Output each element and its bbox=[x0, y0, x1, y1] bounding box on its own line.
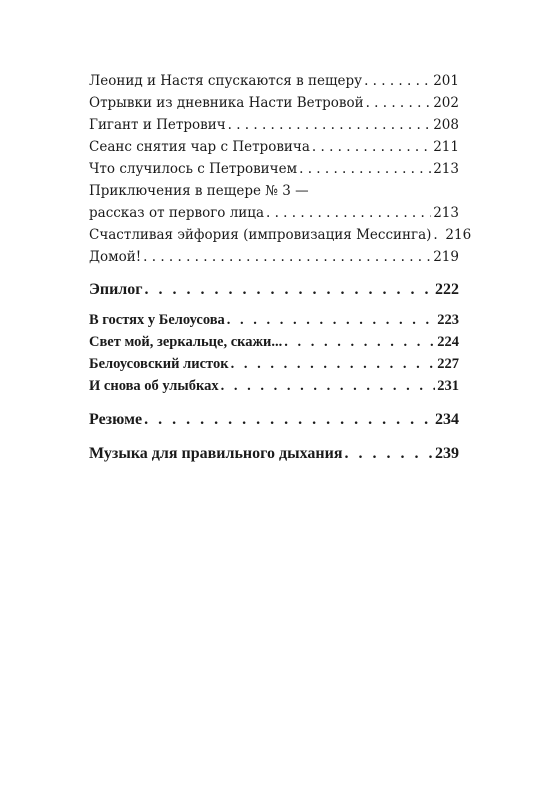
toc-entry[interactable] bbox=[89, 246, 459, 268]
dot-leader bbox=[366, 92, 432, 114]
toc-section-summary[interactable] bbox=[89, 409, 459, 431]
toc-entry-title: В гостях у Белоусова bbox=[89, 312, 225, 328]
toc-group-summary bbox=[89, 409, 459, 431]
dot-leader bbox=[266, 202, 431, 224]
toc-section-page: 234 bbox=[435, 411, 459, 428]
toc-entry[interactable] bbox=[89, 92, 459, 114]
toc-section-epilogue[interactable] bbox=[89, 279, 459, 301]
dot-leader bbox=[143, 246, 431, 268]
toc-group-epilogue bbox=[89, 279, 459, 301]
toc-entry-title: Леонид и Настя спускаются в пещеру bbox=[89, 73, 363, 89]
toc-entry-page: 202 bbox=[433, 95, 459, 111]
toc-entry-page: 213 bbox=[433, 161, 459, 177]
dot-leader bbox=[312, 136, 431, 158]
dot-leader bbox=[144, 409, 433, 431]
dot-leader bbox=[221, 375, 436, 397]
toc-entry[interactable] bbox=[89, 375, 459, 397]
toc-entry[interactable] bbox=[89, 309, 459, 331]
dot-leader bbox=[284, 331, 435, 353]
toc-entry-page: 208 bbox=[433, 117, 459, 133]
toc-entry[interactable] bbox=[89, 224, 472, 246]
toc-entry-page: 231 bbox=[437, 378, 459, 394]
toc-entry-page: 223 bbox=[437, 312, 459, 328]
toc-entry-title: И снова об улыбках bbox=[89, 378, 219, 394]
toc-entry-title: Домой! bbox=[89, 249, 142, 265]
toc-entry-page: 224 bbox=[437, 334, 459, 350]
toc-section-music[interactable] bbox=[89, 443, 459, 465]
toc-section-page: 239 bbox=[435, 445, 459, 462]
dot-leader bbox=[433, 224, 443, 246]
toc-entry[interactable] bbox=[89, 114, 459, 136]
toc-section-page: 222 bbox=[435, 281, 459, 298]
toc-entry-title-line2: рассказ от первого лица bbox=[89, 205, 264, 221]
toc-section-title: Резюме bbox=[89, 411, 143, 428]
dot-leader bbox=[344, 443, 433, 465]
dot-leader bbox=[299, 158, 431, 180]
toc-section-title: Музыка для правильного дыхания bbox=[89, 445, 343, 462]
toc-group-epilogue-entries bbox=[89, 309, 459, 397]
dot-leader bbox=[364, 70, 431, 92]
toc-entry-page: 201 bbox=[433, 73, 459, 89]
toc-entry-page: 213 bbox=[433, 205, 459, 221]
toc-entry[interactable] bbox=[89, 70, 459, 92]
toc-entry-title: Что случилось с Петровичем bbox=[89, 161, 298, 177]
dot-leader bbox=[145, 279, 433, 301]
toc-entry-title: Отрывки из дневника Насти Ветровой bbox=[89, 95, 364, 111]
dot-leader bbox=[231, 353, 436, 375]
toc-entry[interactable] bbox=[89, 331, 459, 353]
toc-entry[interactable] bbox=[89, 202, 459, 224]
toc-entry-title-line1[interactable]: Приключения в пещере № 3 — bbox=[89, 183, 309, 199]
toc-group-chapter-entries bbox=[89, 70, 472, 268]
toc-entry[interactable] bbox=[89, 158, 459, 180]
toc-entry-page: 216 bbox=[445, 227, 472, 243]
toc-entry-title: Гигант и Петрович bbox=[89, 117, 226, 133]
toc-section-title: Эпилог bbox=[89, 281, 143, 298]
toc-group-music bbox=[89, 443, 459, 465]
toc-entry[interactable] bbox=[89, 353, 459, 375]
dot-leader bbox=[228, 114, 432, 136]
dot-leader bbox=[227, 309, 435, 331]
toc-entry[interactable] bbox=[89, 136, 459, 158]
toc-entry-page: 219 bbox=[433, 249, 459, 265]
toc-entry-title: Счастливая эйфория (импровизация Мессинга) bbox=[89, 227, 432, 243]
toc-entry-page: 211 bbox=[433, 139, 459, 155]
toc-entry-page: 227 bbox=[437, 356, 459, 372]
table-of-contents bbox=[89, 70, 472, 465]
toc-entry-title: Сеанс снятия чар с Петровича bbox=[89, 139, 310, 155]
toc-entry-title: Свет мой, зеркальце, скажи... bbox=[89, 334, 283, 350]
toc-entry-title: Белоусовский листок bbox=[89, 356, 229, 372]
